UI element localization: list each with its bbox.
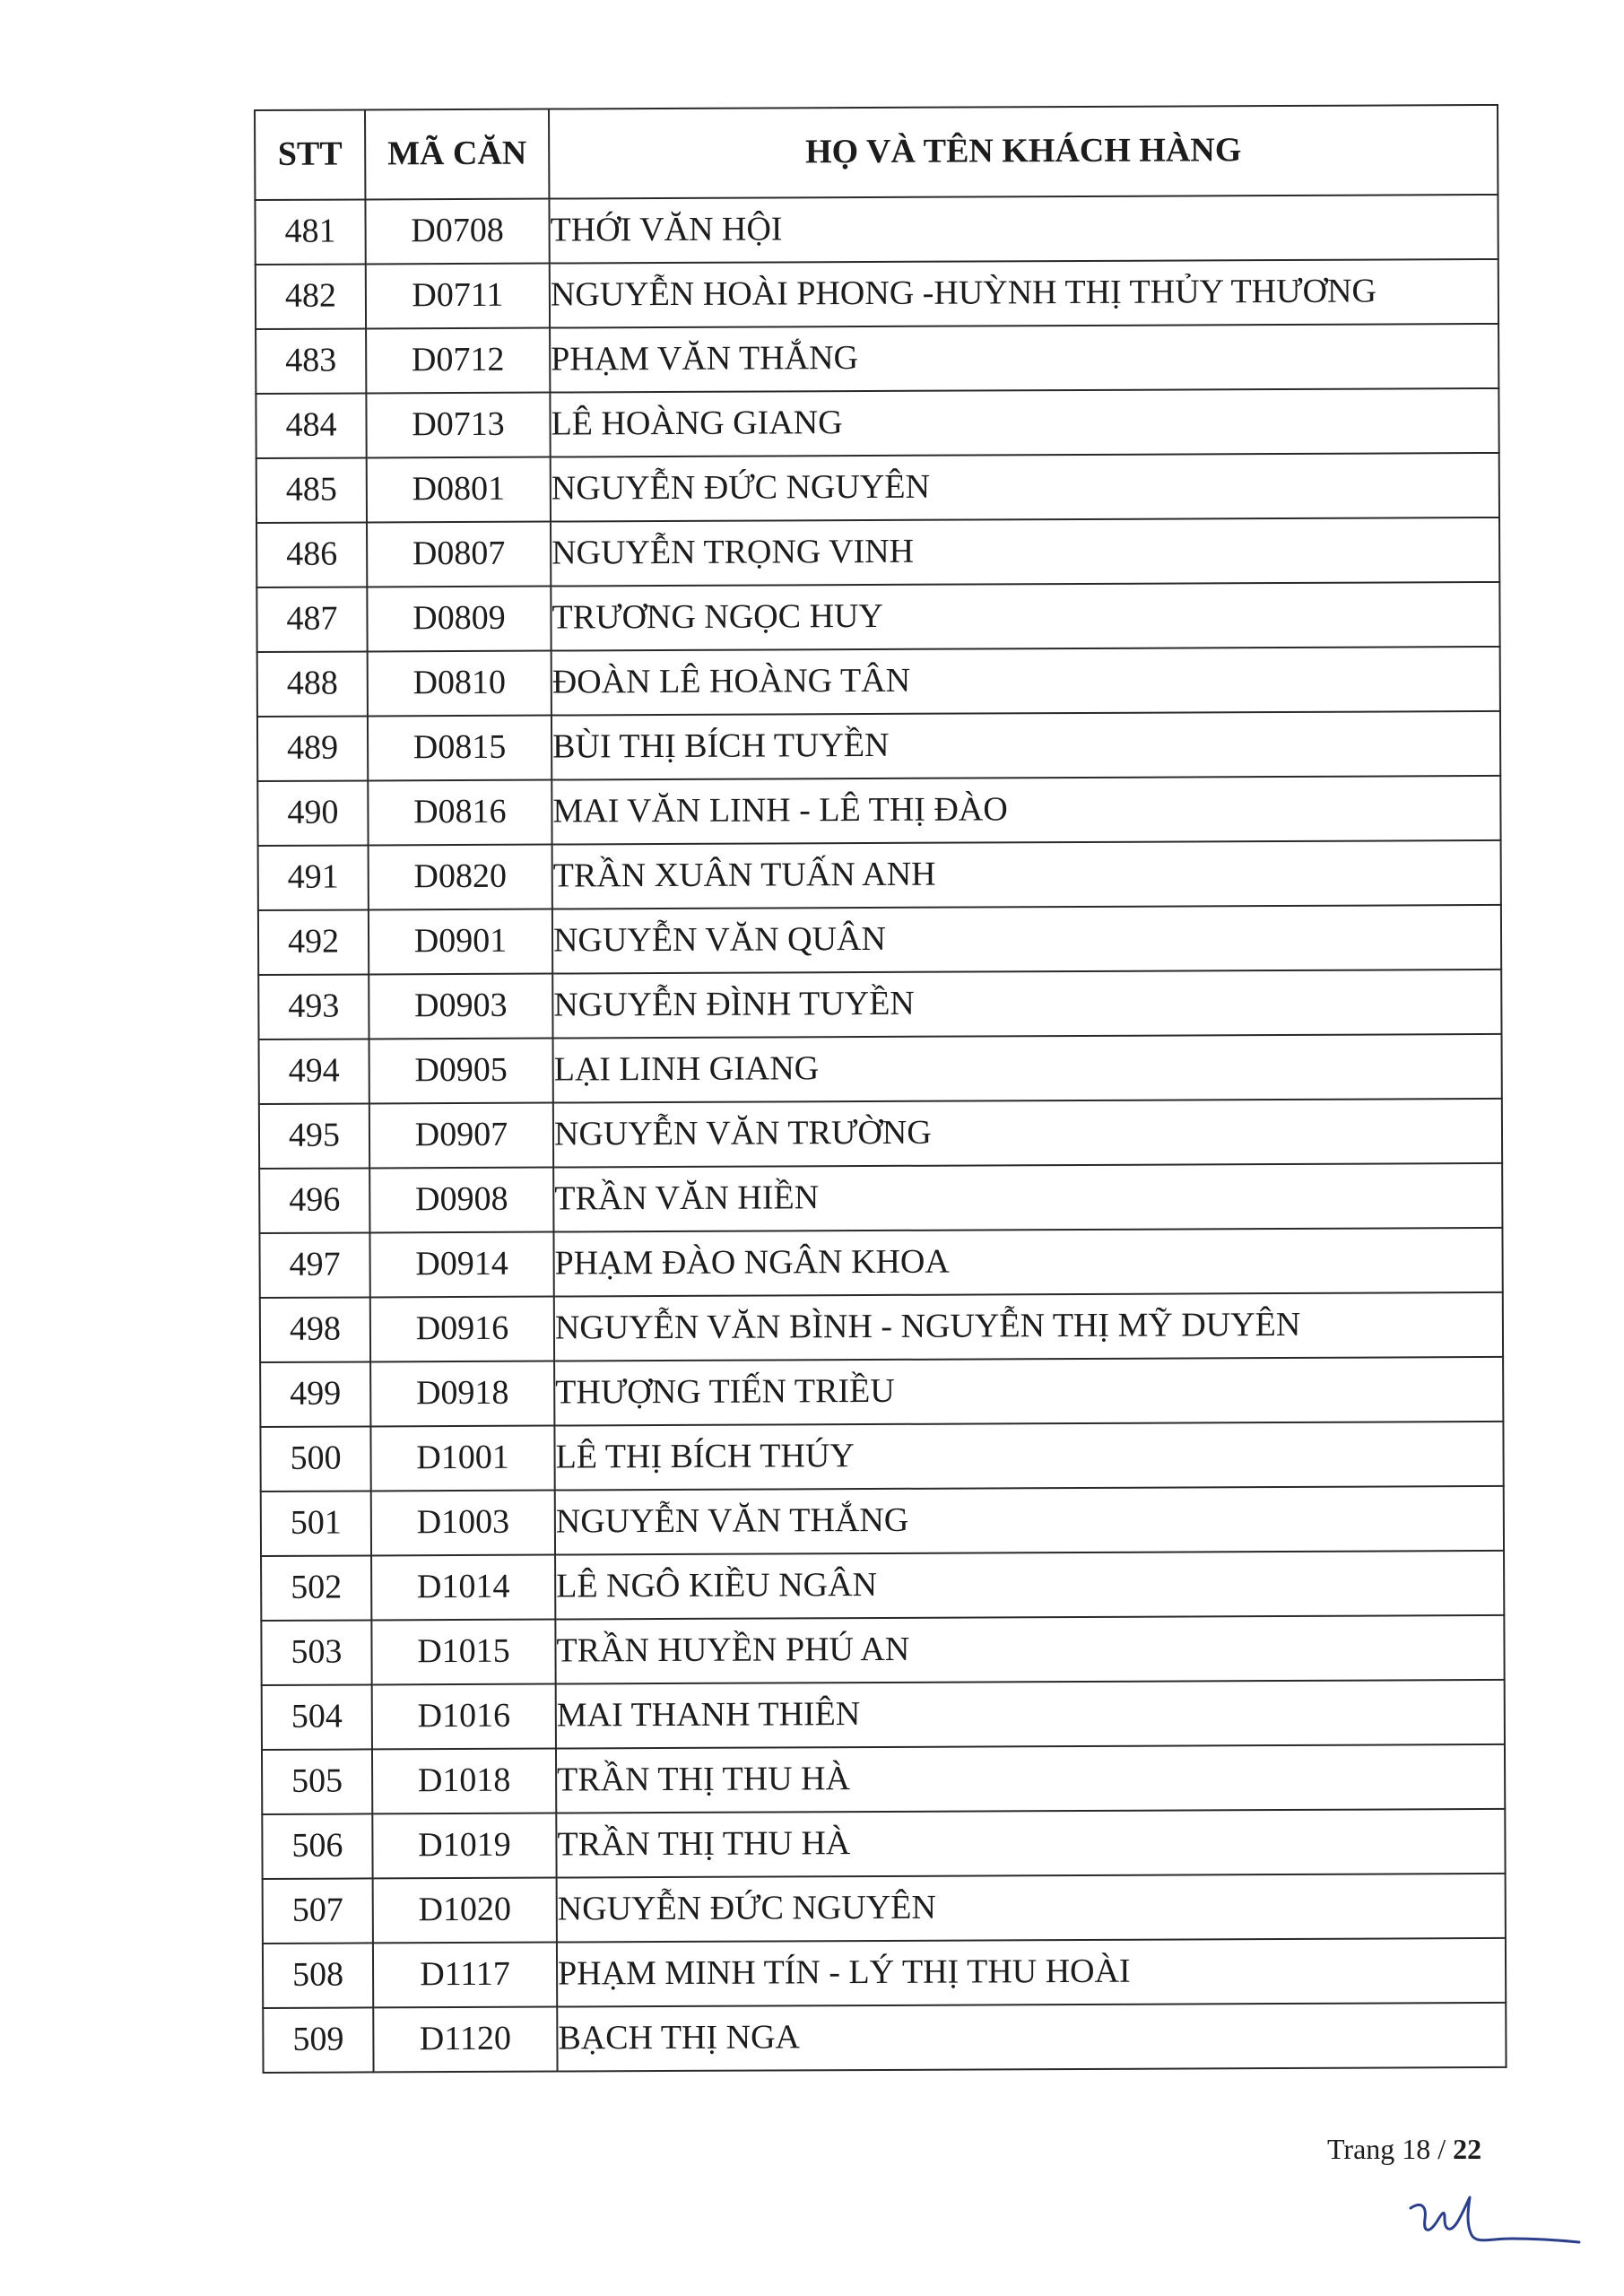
customer-table: [254, 104, 1507, 2074]
row-customer-name: NGUYỄN VĂN TRƯỜNG: [553, 1099, 1502, 1168]
table-row: [261, 1615, 1504, 1685]
table-row: [262, 1809, 1505, 1879]
row-stt: 501: [261, 1491, 371, 1556]
row-customer-name: PHẠM ĐÀO NGÂN KHOA: [553, 1228, 1502, 1297]
row-unit-code: D0708: [365, 199, 549, 265]
row-stt: 507: [263, 1878, 373, 1944]
table-header-row: [255, 105, 1498, 200]
row-unit-code: D0905: [369, 1039, 553, 1104]
row-stt: 505: [262, 1749, 372, 1814]
row-unit-code: D0907: [369, 1103, 553, 1169]
table-row: [256, 388, 1498, 458]
row-stt: 491: [258, 845, 369, 910]
row-customer-name: TRƯƠNG NGỌC HUY: [551, 582, 1499, 651]
row-stt: 502: [261, 1555, 371, 1621]
row-customer-name: LÊ HOÀNG GIANG: [550, 388, 1498, 457]
row-unit-code: D0801: [367, 457, 551, 523]
row-stt: 492: [258, 909, 369, 975]
row-unit-code: D1001: [370, 1426, 554, 1492]
row-unit-code: D1016: [372, 1684, 556, 1750]
header-customer-name: HỌ VÀ TÊN KHÁCH HÀNG: [549, 105, 1498, 199]
row-stt: 485: [256, 457, 367, 523]
row-customer-name: LÊ THỊ BÍCH THÚY: [554, 1422, 1503, 1491]
row-customer-name: NGUYỄN ĐỨC NGUYÊN: [557, 1874, 1506, 1943]
row-customer-name: NGUYỄN VĂN THẮNG: [555, 1486, 1504, 1555]
row-customer-name: MAI VĂN LINH - LÊ THỊ ĐÀO: [551, 776, 1500, 845]
row-customer-name: BÙI THỊ BÍCH TUYỀN: [551, 711, 1500, 780]
row-stt: 498: [260, 1297, 370, 1362]
table-row: [259, 1099, 1502, 1169]
row-stt: 489: [257, 716, 368, 781]
row-customer-name: THƯỢNG TIẾN TRIỀU: [554, 1357, 1503, 1426]
row-customer-name: ĐOÀN LÊ HOÀNG TÂN: [551, 647, 1500, 716]
table-row: [256, 324, 1498, 394]
row-unit-code: D0916: [370, 1297, 554, 1362]
table-row: [257, 647, 1500, 717]
row-unit-code: D0815: [368, 716, 551, 781]
row-stt: 495: [259, 1103, 369, 1169]
row-stt: 509: [263, 2007, 373, 2073]
table-row: [259, 1163, 1502, 1233]
row-customer-name: NGUYỄN TRỌNG VINH: [551, 517, 1499, 587]
page-separator: /: [1437, 2133, 1446, 2165]
table-row: [263, 1938, 1506, 2008]
row-unit-code: D1020: [373, 1878, 557, 1944]
row-unit-code: D1003: [371, 1491, 555, 1556]
row-unit-code: D0816: [368, 780, 551, 846]
row-customer-name: BẠCH THỊ NGA: [557, 2003, 1506, 2072]
row-unit-code: D1120: [373, 2007, 557, 2073]
page-total: 22: [1453, 2133, 1482, 2165]
table-row: [260, 1357, 1503, 1427]
row-unit-code: D0903: [369, 974, 552, 1039]
row-stt: 504: [262, 1684, 372, 1750]
row-customer-name: THỚI VĂN HỘI: [549, 195, 1498, 264]
row-customer-name: PHẠM MINH TÍN - LÝ THỊ THU HOÀI: [557, 1938, 1506, 2007]
table-row: [261, 1486, 1504, 1556]
row-unit-code: D1015: [371, 1620, 555, 1685]
table-row: [259, 1034, 1502, 1104]
row-stt: 508: [263, 1943, 373, 2008]
row-unit-code: D0712: [366, 328, 550, 394]
row-customer-name: LẠI LINH GIANG: [553, 1034, 1502, 1103]
page-label: Trang: [1327, 2133, 1395, 2165]
row-stt: 481: [255, 199, 365, 265]
header-stt: STT: [255, 109, 365, 200]
row-unit-code: D0914: [369, 1232, 553, 1298]
table-row: [263, 2003, 1506, 2073]
row-customer-name: TRẦN HUYỀN PHÚ AN: [555, 1615, 1504, 1684]
row-customer-name: LÊ NGÔ KIỀU NGÂN: [555, 1551, 1504, 1620]
header-unit-code: MÃ CĂN: [365, 109, 549, 200]
table-row: [258, 840, 1501, 910]
row-customer-name: TRẦN VĂN HIỀN: [553, 1163, 1502, 1232]
row-customer-name: TRẦN THỊ THU HÀ: [556, 1744, 1505, 1813]
row-unit-code: D0713: [366, 393, 550, 458]
row-stt: 482: [256, 264, 366, 329]
row-unit-code: D0809: [367, 587, 551, 652]
row-stt: 500: [260, 1426, 370, 1492]
table-row: [257, 776, 1500, 846]
row-customer-name: NGUYỄN ĐÌNH TUYỀN: [552, 970, 1501, 1039]
row-stt: 488: [257, 651, 368, 717]
row-unit-code: D0810: [368, 651, 551, 717]
row-customer-name: MAI THANH THIÊN: [556, 1680, 1505, 1749]
row-customer-name: NGUYỄN HOÀI PHONG -HUỲNH THỊ THỦY THƯƠNG: [550, 259, 1498, 328]
table-row: [261, 1551, 1504, 1621]
row-unit-code: D0918: [370, 1361, 554, 1427]
table-row: [260, 1292, 1503, 1362]
row-stt: 490: [257, 780, 368, 846]
table-row: [260, 1422, 1503, 1492]
row-customer-name: TRẦN THỊ THU HÀ: [556, 1809, 1505, 1878]
table-row: [262, 1680, 1505, 1750]
row-unit-code: D1019: [372, 1813, 556, 1879]
table-row: [255, 195, 1498, 265]
row-stt: 493: [258, 974, 369, 1039]
row-stt: 496: [259, 1168, 369, 1233]
row-stt: 486: [256, 522, 367, 587]
page-footer: [1327, 2133, 1481, 2166]
table-row: [257, 711, 1500, 781]
page-current: 18: [1402, 2133, 1431, 2165]
row-unit-code: D0901: [369, 909, 552, 975]
row-unit-code: D0908: [369, 1168, 553, 1233]
row-customer-name: PHẠM VĂN THẮNG: [550, 324, 1498, 393]
row-stt: 497: [259, 1232, 369, 1298]
table-row: [263, 1874, 1506, 1944]
row-unit-code: D0711: [366, 264, 550, 329]
row-customer-name: NGUYỄN VĂN QUÂN: [552, 905, 1501, 974]
row-stt: 484: [256, 393, 366, 458]
row-unit-code: D1014: [371, 1555, 555, 1621]
row-unit-code: D0820: [369, 845, 552, 910]
signature-icon: [1403, 2188, 1583, 2260]
table-row: [262, 1744, 1505, 1814]
table-row: [259, 1228, 1502, 1298]
row-unit-code: D1018: [372, 1749, 556, 1814]
table-row: [256, 517, 1499, 587]
table-row: [258, 970, 1501, 1039]
row-stt: 494: [259, 1039, 369, 1104]
table-row: [256, 582, 1499, 652]
row-customer-name: NGUYỄN VĂN BÌNH - NGUYỄN THỊ MỸ DUYÊN: [554, 1292, 1503, 1361]
row-unit-code: D1117: [373, 1943, 557, 2008]
row-stt: 487: [256, 587, 367, 652]
row-stt: 499: [260, 1361, 370, 1427]
table-row: [256, 259, 1498, 329]
row-customer-name: TRẦN XUÂN TUẤN ANH: [552, 840, 1501, 909]
row-stt: 483: [256, 328, 366, 394]
row-customer-name: NGUYỄN ĐỨC NGUYÊN: [551, 453, 1499, 522]
table-row: [256, 453, 1499, 523]
table-row: [258, 905, 1501, 975]
row-stt: 503: [261, 1620, 371, 1685]
row-stt: 506: [262, 1813, 372, 1879]
row-unit-code: D0807: [367, 522, 551, 587]
